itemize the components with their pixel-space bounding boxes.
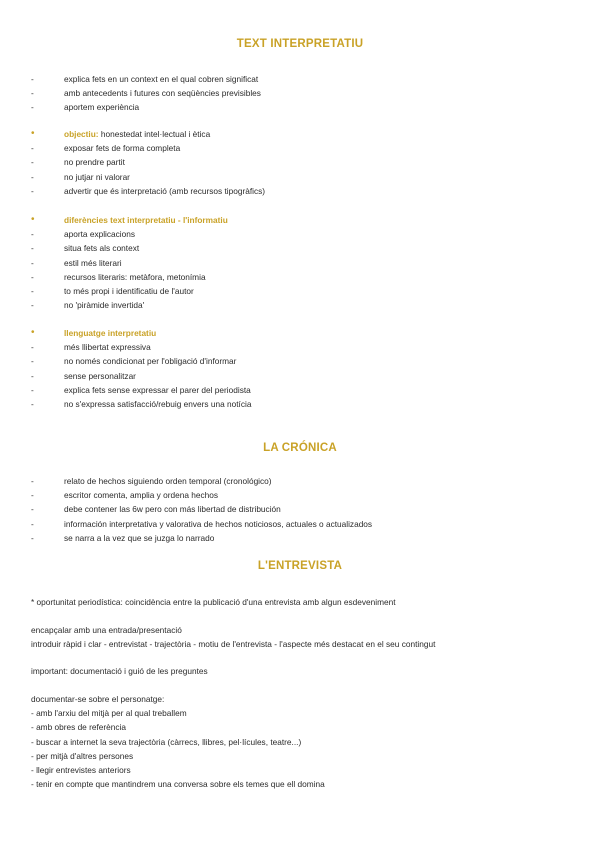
paragraph-line: - amb l'arxiu del mitjà per al qual treballem bbox=[31, 708, 187, 719]
paragraph-line: - amb obres de referència bbox=[31, 722, 127, 733]
list-item: - no s'expressa satisfacció/rebuig envers una notícia bbox=[31, 398, 252, 409]
list-item: - no prendre partit bbox=[31, 157, 125, 168]
list-item: - sense personalitzar bbox=[31, 370, 136, 381]
oportunitat-note: * oportunitat periodística: coincidència entre la publicació d'una entrevista amb algun esdeveniment bbox=[31, 597, 396, 607]
diferencies-list bbox=[31, 213, 228, 312]
paragraph-line: - tenir en compte que mantindrem una conversa sobre els temes que ell domina bbox=[31, 779, 325, 790]
list-item: - se narra a la vez que se juzga lo narrado bbox=[31, 532, 215, 543]
paragraph-line: - llegir entrevistes anteriors bbox=[31, 764, 131, 775]
list-item: - no 'piràmide invertida' bbox=[31, 300, 145, 311]
cronica-title: LA CRÓNICA bbox=[263, 442, 337, 454]
section-heading-diferencies: • diferències text interpretatiu - l'informatiu bbox=[31, 214, 228, 225]
llenguatge-list bbox=[31, 326, 251, 411]
list-item: - advertir que és interpretació (amb recursos tipogràfics) bbox=[31, 185, 266, 196]
list-item: - situa fets als context bbox=[31, 243, 140, 254]
cronica-list bbox=[31, 474, 372, 545]
list-item: - recursos literaris: metàfora, metonímia bbox=[31, 271, 206, 282]
section-heading-llenguatge: • llenguatge interpretatiu bbox=[31, 327, 157, 338]
page-title: TEXT INTERPRETATIU bbox=[236, 38, 364, 50]
documentar-block bbox=[31, 692, 325, 791]
important-note: important: documentació i guió de les preguntes bbox=[31, 666, 208, 676]
list-item: - explica fets en un context en el qual cobren significat bbox=[31, 74, 259, 84]
paragraph-line: - buscar a internet la seva trajectòria (càrrecs, llibres, pel·lícules, teatre...) bbox=[31, 736, 302, 747]
list-item: - no només condicionat per l'obligació d'informar bbox=[31, 356, 237, 367]
list-item: - no jutjar ni valorar bbox=[31, 171, 130, 182]
list-item: - debe contener las 6w pero con más libertad de distribución bbox=[31, 504, 281, 515]
list-item: - exposar fets de forma completa bbox=[31, 143, 181, 154]
paragraph-line: introduir ràpid i clar - entrevistat - trajectòria - motiu de l'entrevista - l'aspecte més destacat en el seu contingut bbox=[31, 639, 436, 650]
encapcalar-block bbox=[31, 623, 435, 651]
list-item: - explica fets sense expressar el parer del periodista bbox=[31, 384, 251, 395]
entrevista-title: L'ENTREVISTA bbox=[257, 560, 343, 572]
list-item: - aporta explicacions bbox=[31, 229, 136, 240]
list-item: - estil més literari bbox=[31, 257, 122, 268]
intro-list bbox=[31, 72, 261, 115]
list-item: - aportem experiència bbox=[31, 102, 140, 113]
objectiu-list bbox=[31, 127, 265, 198]
list-item: - relato de hechos siguiendo orden temporal (cronológico) bbox=[31, 476, 272, 486]
list-item: - més llibertat expressiva bbox=[31, 342, 151, 353]
list-item: - to més propi i identificatiu de l'autor bbox=[31, 285, 194, 296]
paragraph-line: documentar-se sobre el personatge: bbox=[31, 694, 165, 704]
paragraph-line: encapçalar amb una entrada/presentació bbox=[31, 625, 182, 635]
list-item: - escritor comenta, amplia y ordena hechos bbox=[31, 490, 219, 501]
list-item: - información interpretativa y valorativa de hechos noticiosos, actuales o actualizados bbox=[31, 518, 373, 529]
section-heading-objectiu: • objectiu: honestedat intel·lectual i ètica bbox=[31, 128, 211, 139]
paragraph-line: - per mitjà d'altres persones bbox=[31, 750, 134, 761]
list-item: - amb antecedents i futures con seqüències previsibles bbox=[31, 88, 261, 99]
